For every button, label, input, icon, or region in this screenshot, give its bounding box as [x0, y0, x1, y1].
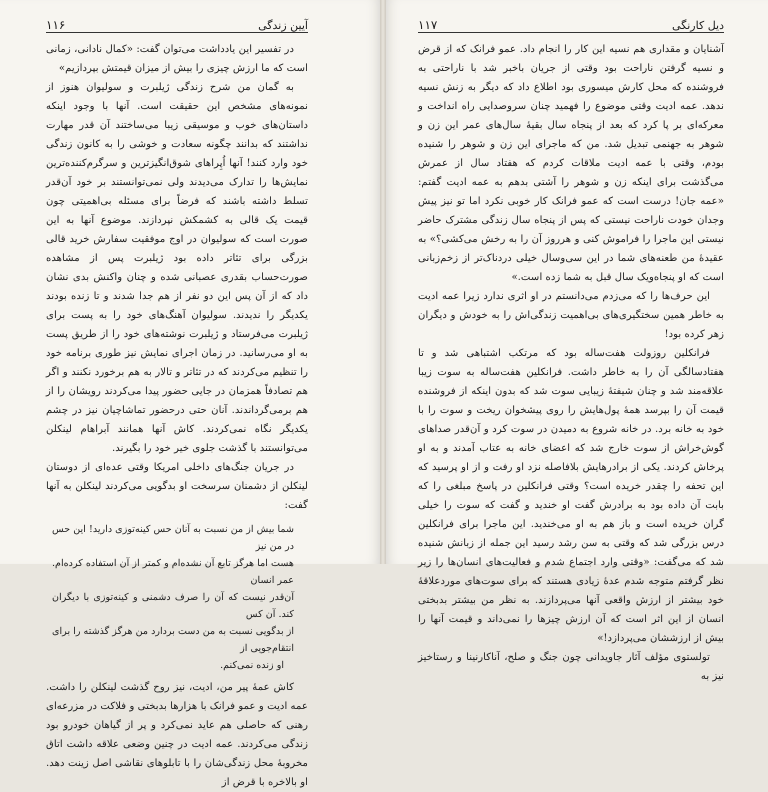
- lincoln-quote: [52, 521, 294, 674]
- right-paragraph: این حرف‌ها را که می‌زدم می‌دانستم در او اثری ندارد زیرا عمه ادیت به خاطر همین سختگیری‌های بی‌اهمیت زندگی‌اش را به خودش و دیگران زهر کرده بود!: [418, 291, 724, 340]
- right-page-header: [418, 10, 724, 33]
- left-page-number: ۱۱۶: [46, 18, 66, 32]
- quote-line: هست اما هرگز تابع آن نشده‌ام و کمتر از آن استفاده کرده‌ام. عمر انسان: [52, 558, 294, 586]
- quote-line: او زنده نمی‌کنم.: [220, 660, 284, 671]
- right-page: [386, 0, 768, 682]
- left-paragraph: به گمان من شرح زندگی ژیلبرت و سولیوان هنوز از نمونه‌های مشخص این حقیقت است. آنها با وجود اینکه داستان‌های خوب و موسیقی زیبا می‌ساختند آن قدر مهارت نداشتند که بدانند چگونه سعادت و خوشی را به کانون زندگی خود وارد کنند! آنها اُپِراهای شوق‌انگیزترین و سرگرم‌کننده‌ترین نمایش‌ها را تدارک می‌دیدند ولی نمی‌توانستند بر خود آن‌قدر تسلط داشته باشند که فرضاً برای مسئله بی‌اهمیتی چون قیمت یک قالی به کشمکش نپردازند. موضوع آنها به این صورت است که سولیوان در اوج موفقیت سفارش خرید قالی بزرگی برای تئاتر داده بود ژیلبرت پس از مشاهده صورت‌حساب بقدری عصبانی شده و چنان واکنش بدی نشان داد که از آن پس این دو نفر از هم جدا شدند و تا زنده بودند یکدیگر را ندیدند. سولیوان آهنگ‌های خود را به پست برای ژیلبرت می‌فرستاد و ژیلبرت نوشته‌های خود را از طریق پست به او می‌رسانید. در زمان اجرای نمایش نیز طوری برنامه خود را تنظیم می‌کردند که در تئاتر و تالار به هم برخورد نکنند و اگر هم تصادفاً همزمان در جایی حضور پیدا می‌کردند رویشان را از هم برمی‌گرداندند. آنان حتی درحضور تماشاچیان نیز در چشم یکدیگر نگاه نمی‌کردند. کاش آنها همانند آبراهام لینکلن می‌توانستند با گذشت جلوی خیر خود را بگیرند.: [46, 82, 308, 454]
- right-paragraph: فرانکلین روزولت هفت‌ساله بود که مرتکب اشتباهی شد و تا هفتادسالگی آن را به خاطر داشت. فرانکلین هفت‌ساله به سوت زیبا علاقه‌مند شد و چنان شیفتهٔ زیبایی سوت شد که بدون اینکه از فروشنده قیمت آن را بپرسد همهٔ پول‌هایش را روی پیشخوان ریخت و سوت را با خود به خانه برد. در خانه شروع به دمیدن در سوت کرد و آن‌قدر صداهای گوش‌خراش از سوت خارج شد که اعضای خانه به عتاب آمدند و به او پرخاش کردند. یکی از برادرهایش بلافاصله نزد او رفت و از او پرسید که این تحفه را چقدر خریده است؟ وقتی فرانکلین در پاسخ مبلغی را که بابت آن داده بود به برادرش گفت او خندید و گفت که سوت را خیلی گران خریده است و باز هم به او می‌خندید. این ماجرا برای فرانکلین درس بزرگی شد که وقتی به سن رشد رسید این جمله از زبانش شنیده شد که می‌گفت: «وقتی وارد اجتماع شدم و فعالیت‌های انسان‌ها را زیر نظر گرفتم متوجه شدم عدهٔ زیادی هستند که برای سوت‌های موردعلاقهٔ خود بیشتر از ارزش واقعی آنها می‌پردازند. به نظر من بیشتر بدبختی انسان از این اثر است که آن ارزش چیزها را نمی‌داند و قیمت آنها را بیش از ارزششان می‌پردازد!»: [418, 348, 724, 644]
- left-closing-paragraph: کاش عمهٔ پیر من، ادیت، نیز روح گذشت لینکلن را داشت. عمه ادیت و عمو فرانک با هزارها بدبختی و فلاکت در مزرعه‌ای رهنی که حاصلی هم عاید نمی‌کرد و پر از گیاهان خودرو بود زندگی می‌کردند. عمه ادیت در چنین وضعی علاقه داشت اتاق مخروبهٔ محل زندگی‌شان را با تابلوهای نقاشی اصل زینت دهد. او بالاخره با قرض از: [46, 682, 308, 788]
- right-running-title: دیل کارنگی: [672, 19, 724, 32]
- right-paragraph: آشنایان و مقداری هم نسیه این کار را انجام داد. عمو فرانک که از قرض و نسیه گرفتن ناراحت بود وقتی از جریان باخبر شد با ناراحتی به فروشنده که محل کارش میسوری بود اطلاع داد که دیگر به زنش نسیه ندهد. عمه ادیت وقتی موضوع را فهمید چنان سروصدایی راه انداخت و معرکه‌ای بر پا کرد که بعد از پنجاه سال بقیهٔ سال‌های عمر این زن و شوهر به جهنمی تبدیل شد. من که ماجرای این زن و شوهر را شنیده بودم، وقتی با عمه ادیت ملاقات کردم که هفتاد سال از عمرش می‌گذشت برای اینکه زن و شوهر را آشتی بدهم به عمه ادیت گفتم: «عمه جان! درست است که عمو فرانک کار خوبی نکرد اما تو نیز پیش وجدان خودت ناراحت نیستی که پس از پنجاه سال زندگی مشترک حاضر نیستی این ماجرا را فراموش کنی و هرروز آن را به رخش می‌کشی؟» به عقیدهٔ من طعنه‌های شما در این سی‌وسال خیلی دردناک‌تر از زخم‌زبانی است که او پنجاه‌ویک سال قبل به شما زده است.»: [418, 44, 724, 283]
- left-paragraph: در تفسیر این یادداشت می‌توان گفت: «کمال نادانی، زمانی است که ما ارزش چیزی را بیش از میزان قیمتش بپردازیم»: [46, 44, 308, 74]
- right-page-body: [418, 40, 724, 686]
- right-paragraph: تولستوی مؤلف آثار جاویدانی چون جنگ و صلح، آناکارنینا و رستاخیز نیز به: [418, 652, 724, 682]
- left-page: [0, 0, 380, 788]
- right-page-number: ۱۱۷: [418, 18, 438, 32]
- left-page-body: [46, 40, 308, 792]
- left-paragraph: در جریان جنگ‌های داخلی امریکا وقتی عده‌ای از دوستان لینکلن از دشمنان سرسخت او بدگویی می‌کردند لینکلن به آنها گفت:: [46, 462, 308, 511]
- left-running-title: آیین زندگی: [258, 19, 308, 32]
- left-page-header: [46, 10, 308, 33]
- quote-line: آن‌قدر نیست که آن را صرف دشمنی و کینه‌توزی با دیگران کند. آن کس: [52, 592, 294, 620]
- quote-line: شما بیش از من نسبت به آنان حس کینه‌توزی دارید! این حس در من نیز: [52, 524, 294, 552]
- quote-line: از بدگویی نسبت به من دست بردارد من هرگز گذشته را برای انتقام‌جویی از: [52, 626, 294, 654]
